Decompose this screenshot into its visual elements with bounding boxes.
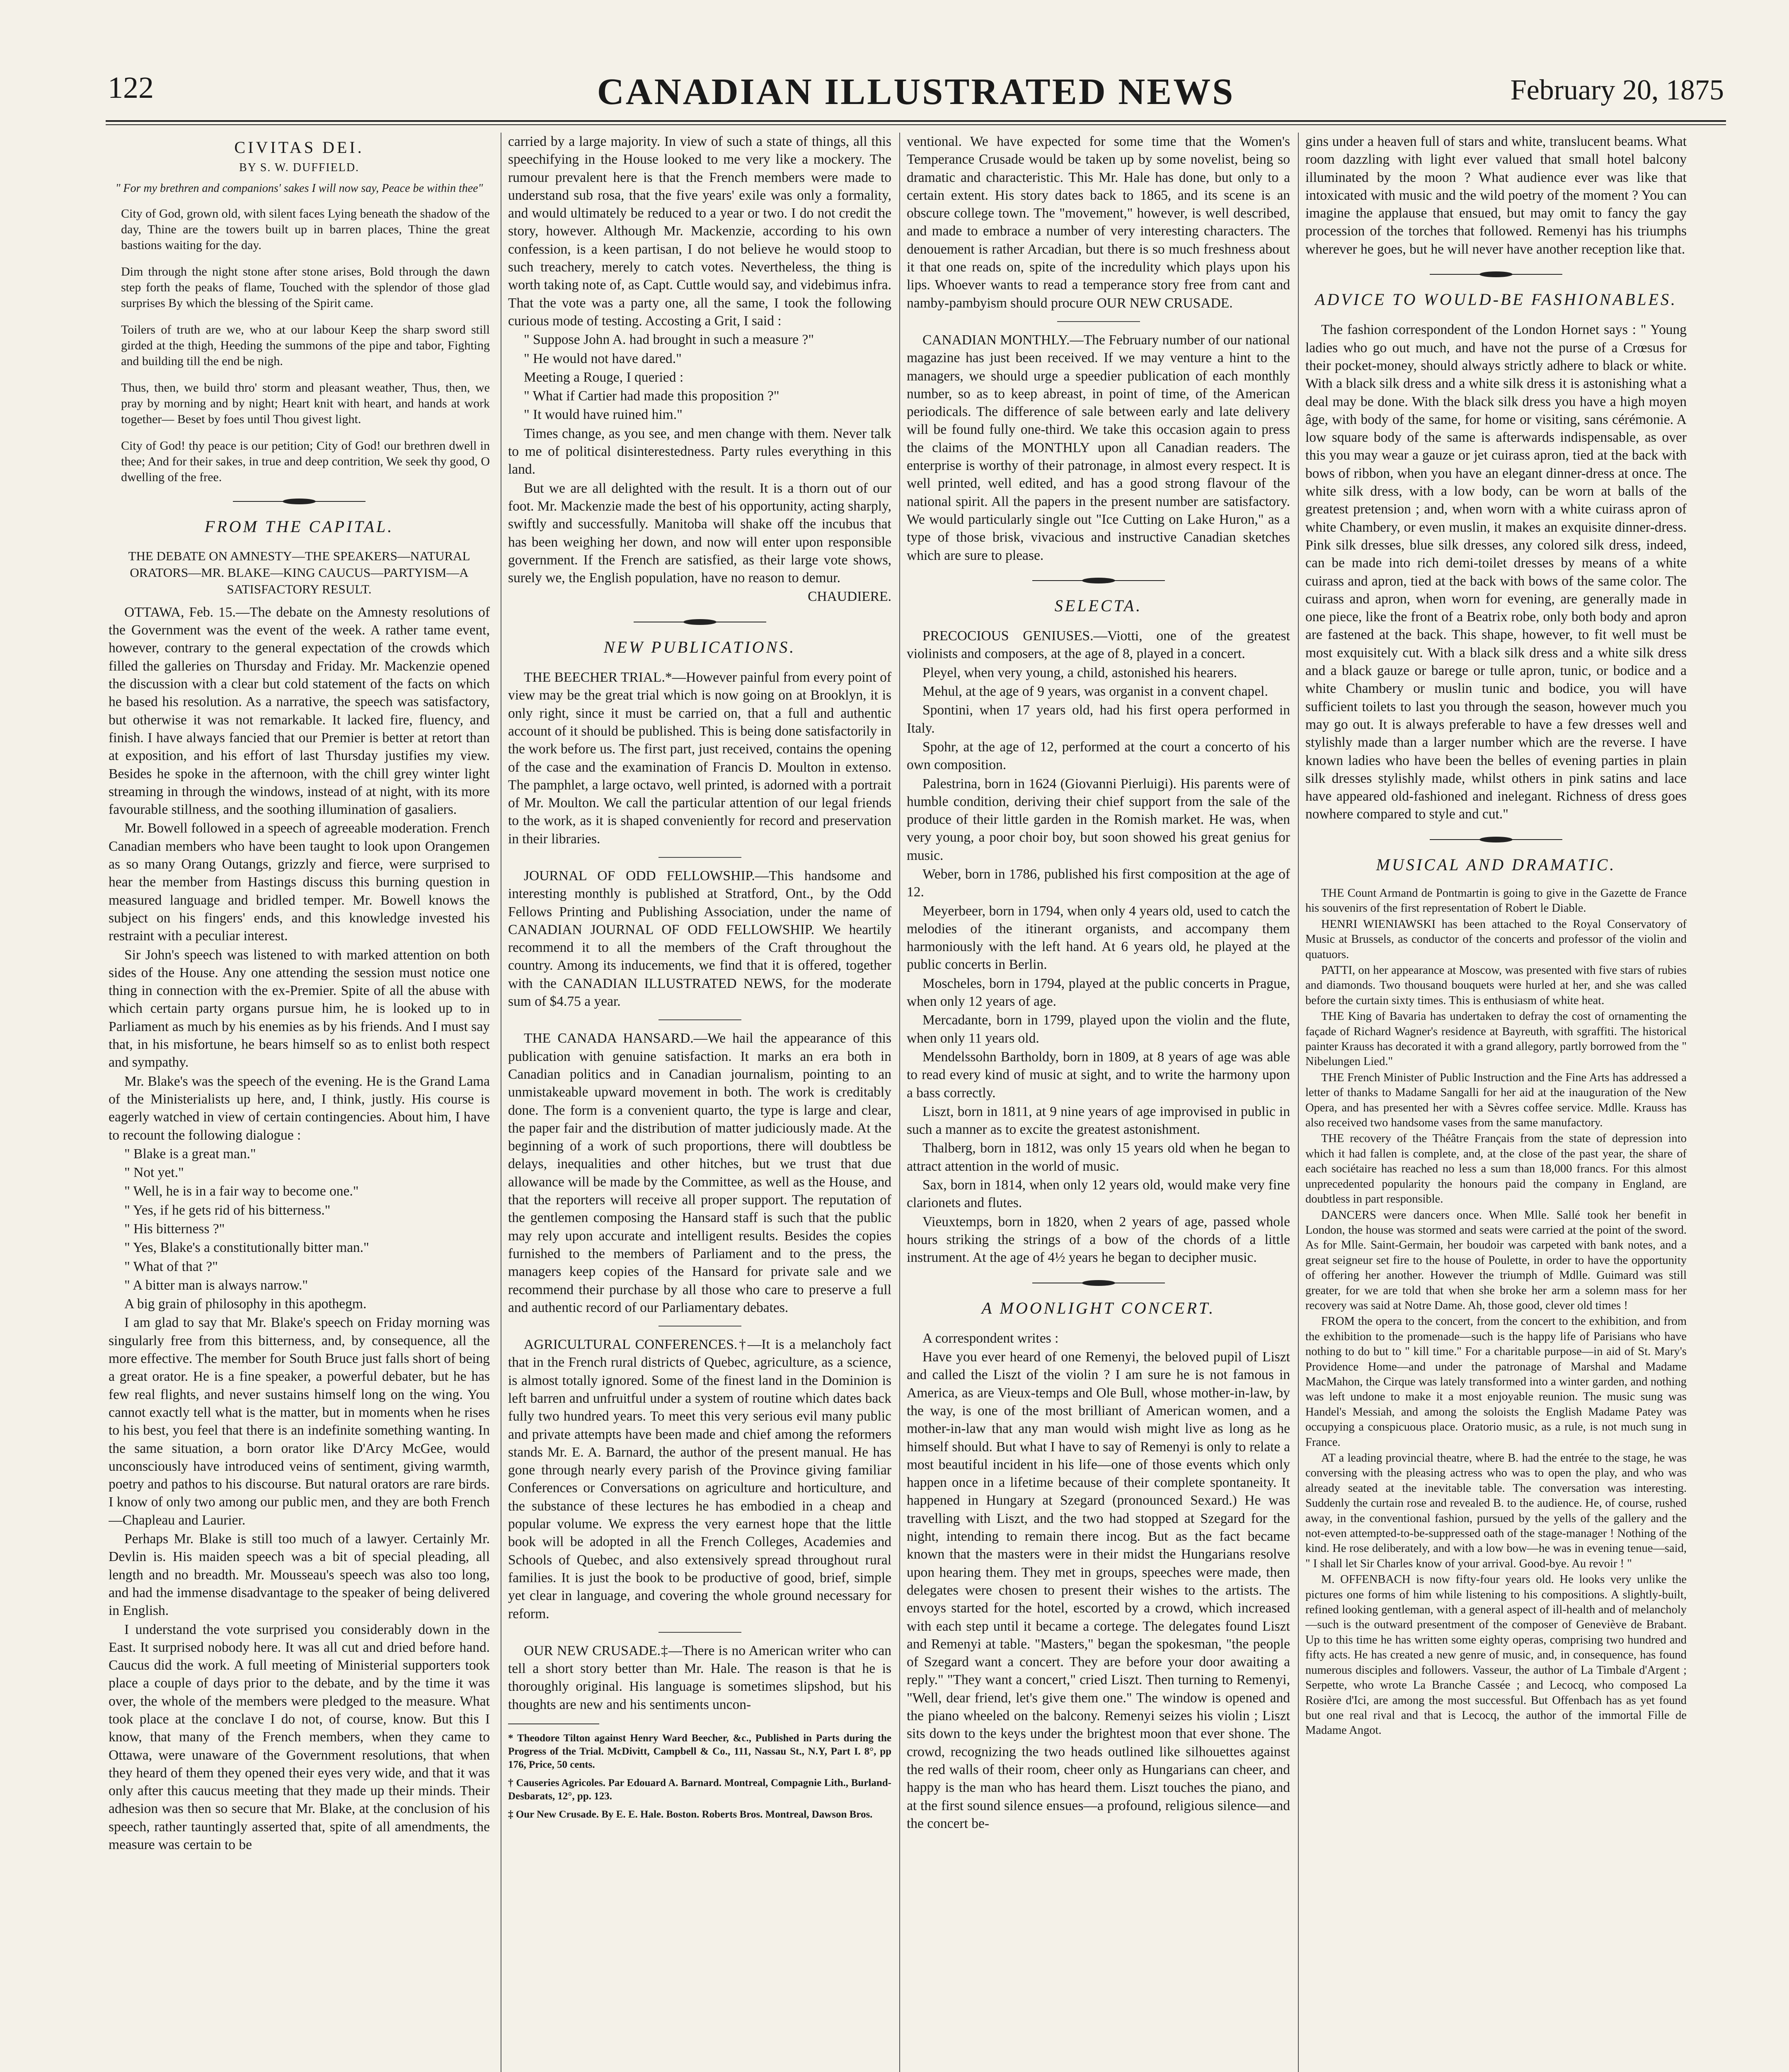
selecta-item: Sax, born in 1814, when only 12 years old, would make very fine clarionets and flutes. [907,1177,1290,1211]
selecta-item: Moscheles, born in 1794, played at the public concerts in Prague, when only 12 years of age. [907,975,1290,1009]
music-item: DANCERS were dancers once. When Mlle. Sallé took her benefit in London, the house was stormed and seats were carried at the point of the sword. As for Mlle. Saint-Germain, her boudoir was carpeted with bank notes, and a great seigneur set fire to the house of Poulette, in order to have the opportunity of offering her another. However the triumph of Mdlle. Guimard was still greater, for we are told that when she broke her arm a solemn mass for her recovery was said at Notre Dame. Ah, those good, clever old times ! [1305,1208,1687,1312]
article-paragraph: A big grain of philosophy in this apothegm. [124,1296,367,1312]
footnotes [508,1732,891,1821]
selecta-item: Liszt, born in 1811, at 9 nine years of age improvised in public in such a manner as to excite the greatest astonishment. [907,1104,1290,1138]
footnote: * Theodore Tilton against Henry Ward Beecher, &c., Published in Parts during the Progress of the Trial. McDivitt, Campbell & Co., 111, Nassau St., N.Y, Part I. 8°, pp 176, Price, 50 cents. [508,1733,891,1771]
newspaper-title: CANADIAN ILLUSTRATED NEWS [597,71,1235,112]
dialogue-line: Meeting a Rouge, I queried : [524,369,684,385]
dialogue-line: " What of that ?" [124,1259,218,1274]
selecta-item: Thalberg, born in 1812, was only 15 years old when he began to attract attention in the world of music. [907,1140,1290,1174]
footnote: † Causeries Agricoles. Par Edouard A. Barnard. Montreal, Compagnie Lith., Burland-Desbarats, 12°, pp. 123. [508,1777,891,1802]
review-paragraph: CANADIAN MONTHLY.—The February number of our national magazine has just been received. If we may venture a hint to the managers, we should urge a speedier publication of each monthly number, so as to keep abreast, in point of time, of the American periodicals. The difference of sale between early and late delivery will be found fully one-third. We take this occasion again to press the claims of the MONTHLY upon all Canadian readers. The enterprise is worthy of their patronage, in almost every respect. It is well printed, well edited, and has a good strong flavour of the national spirit. All the papers in the present number are satisfactory. We would particularly single out "Ice Cutting on Lake Huron," as a type of those brisk, vivacious and instructive Canadian sketches which are sure to please. [907,332,1290,563]
section-heading-musical: MUSICAL AND DRAMATIC. [1376,855,1616,874]
dialogue-line: " What if Cartier had made this proposition ?" [524,388,780,404]
column-1 [109,133,490,2072]
section-ornament [1430,836,1562,843]
article-paragraph: The fashion correspondent of the London Hornet says : " Young ladies who go out much, and have not the purse of a Crœsus for their pocket-money, should always strictly adhere to black or white. With a black silk dress and a white silk dress it is astonishing what a deal may be done. With the black silk dress you have a high moyen âge, with body of the same, for home or visiting, sans cérémonie. A low square body of the same is afterwards indispensable, as over this you may wear a gauze or jet cuirass apron, tied at the back with bows of ribbon, when you have an elegant dinner-dress at once. The white silk dress, with a low body, can be worn at balls of the greatest pretension ; and, when worn with a white cuirass apron of white Chambery, or even muslin, it makes an exquisite dinner-dress. Pink silk dresses, blue silk dresses, any colored silk dress, indeed, can be made into rich demi-toilet dresses by means of a white cuirass and apron, tied at the back with bows of the same color. The cuirass and apron, when worn for evening, are generally made in one piece, like the front of a Beatrix robe, only both body and apron are fastened at the back. This shape, however, to fit well must be most exquisitely cut. With a black silk dress and a white silk dress and a black gauze or barege or tulle apron, tunic, or bodice and a white Chambery or muslin tunic and bodice, you will have sufficient toilets to last you through the season, however much you may go out. It is always preferable to have a few dresses well and stylishly made than a larger number which are the reverse. I have known ladies who have been the belles of evening parties in plain silk dresses stylishly made, whilst others in pink satins and lace have appeared old-fashioned and inelegant. Richness of dress goes nowhere compared to style and cut." [1305,322,1687,822]
page-number: 122 [108,71,154,105]
header-rule [106,120,1726,122]
masthead [108,62,1724,128]
music-item: THE recovery of the Théâtre Français from the state of depression into which it had fallen is complete, and, at the close of the past year, the share of each sociétaire has reached no less a sum than 18,000 francs. For this almost unprecedented popularity the honours paid the company in England, are doubtless in part responsible. [1305,1132,1687,1206]
music-item: HENRI WIENIAWSKI has been attached to the Royal Conservatory of Music at Brussels, as conductor of the concerts and professor of the violin and quatuors. [1305,917,1687,961]
review-paragraph: ventional. We have expected for some time that the Women's Temperance Crusade would be taken up by some novelist, being so dramatic and characteristic. This Mr. Hale has done, but only to a certain extent. His story dates back to 1865, and its scene is an obscure college town. The "movement," however, is well described, and made to embrace a number of very interesting characters. The denouement is rather Arcadian, but there is so much freshness about it that one reads on, spite of the incredulity which plays upon his lips. Whoever wants to read a temperance story free from cant and namby-pambyism should procure OUR NEW CRUSADE. [907,134,1290,311]
music-item: FROM the opera to the concert, from the concert to the exhibition, and from the exhibition to the promenade—such is the happy life of Parisians who have nothing to do but to " kill time." For a charitable purpose—in aid of St. Mary's Providence Home—and under the patronage of Marshal and Madame MacMahon, the Cirque was lately transformed into a winter garden, and nothing was left undone to make it a most enjoyable reunion. The music sung was Handel's Messiah, and among the soloists the English Madame Patey was occupying a conspicuous place. Oratorio music, as a rule, is not much sung in France. [1305,1315,1687,1449]
review-paragraph: OUR NEW CRUSADE.‡—There is no American writer who can tell a short story better than Mr. Hale. The reason is that he is thoroughly original. His language is sometimes slipshod, but his thoughts are new and his sentiments uncon- [508,1643,891,1712]
divider [1057,321,1140,322]
section-heading-capital: FROM THE CAPITAL. [204,517,394,536]
selecta-item: Mendelssohn Bartholdy, born in 1809, at 8 years of age was able to read every kind of music at sight, and to write the harmony upon a bass correctly. [907,1049,1290,1101]
selecta-item: Vieuxtemps, born in 1820, when 2 years of age, passed whole hours striking the strings of a bow of the chords of a little instrument. At the age of 4½ years he began to decipher music. [907,1214,1290,1266]
column-4 [1305,133,1687,2072]
selecta-item: Pleyel, when very young, a child, astonished his hearers. [922,665,1237,680]
section-heading-publications: NEW PUBLICATIONS. [603,637,796,656]
article-paragraph: carried by a large majority. In view of such a state of things, all this speechifying in the House looked to me very like a mockery. The rumour prevalent here is that the French members were made to understand sub rosa, that the five years' exile was only a formality, and would ultimately be reduced to a year or two. I do not credit the story, however. Although Mr. Mackenzie, according to his own confession, is a keen partisan, I do not believe he would stoop to such treachery, merely to catch votes. Nevertheless, the thing is worth taking note of, as Capt. Cuttle would say, and videbimus infra. That the vote was a party one, all the same, I took the following curious mode of testing. Accosting a Grit, I said : [508,134,891,329]
column-divider [1298,133,1299,2072]
divider [658,857,741,858]
poem-title: CIVITAS DEI. [234,138,364,157]
review-paragraph: JOURNAL OF ODD FELLOWSHIP.—This handsome and interesting monthly is published at Stratford, Ont., by the Odd Fellows Printing and Publishing Association, under the name of CANADIAN JOURNAL OF ODD FELLOWSHIP. We heartily recommend it to all the members of the Craft throughout the country. Among its inducements, we find that it is offered, together with the CANADIAN ILLUSTRATED NEWS, for the moderate sum of $4.75 a year. [508,868,891,1009]
selecta-item: PRECOCIOUS GENIUSES.—Viotti, one of the greatest violinists and composers, at the age of 8, played in a concert. [907,628,1290,662]
selecta-item: Mehul, at the age of 9 years, was organist in a convent chapel. [922,684,1268,700]
poem-byline: BY S. W. DUFFIELD. [239,161,360,174]
selecta-item: Weber, born in 1786, published his first composition at the age of 12. [907,866,1290,900]
article-paragraph: Have you ever heard of one Remenyi, the beloved pupil of Liszt and called the Liszt of the violin ? I am sure he is not famous in America, as are Vieux-temps and Ole Bull, whose mother-in-law, by the way, is one of the most brilliant of American women, and a mother-in-law that any man would wish might live as long as he himself should. But what I have to say of Remenyi is only to relate a most beautiful incident in his life—one of those events which only happen once in a lifetime because of their complete spontaneity. It happened in Hungary at Szegard (pronounced Sexard.) He was travelling with Liszt, and the two had stopped at Szegard for the night, intending to remain there incog. But as the fact became known that the masters were in their midst the Hungarians resolve upon hearing them. They met in groups, speeches were made, then delegates were chosen to present their wishes to the artists. The envoys started for the hotel, escorted by a crowd, which increased with each step until it became a cortege. The delegates found Liszt and Remenyi at table. "Masters," began the spokesman, "the people of Szegard want a concert. They are before your door awaiting a reply." "They want a concert," cried Liszt. Then turning to Remenyi, "Well, dear friend, let's give them one." The window is opened and the piano wheeled on the balcony. Remenyi seizes his violin ; Liszt sits down to the keys under the brightest moon that ever shone. The crowd, recognizing the two heads outlined like silhouettes against the red walls of their room, cheer only as Hungarians can cheer, and happy is the man who has heard them. Liszt touches the piano, and at the first sound silence ensues—a profound, religious silence—and the concert be- [907,1349,1290,1831]
poem-stanza: City of God! thy peace is our petition; City of God! our brethren dwell in thee; And for their sakes, in true and deep contrition, We seek thy good, O dwelling of the free. [121,438,490,484]
poem-stanza: Dim through the night stone after stone arises, Bold through the dawn step forth the peaks of flame, Touched with the splendor of those glad surprises By which the blessing of the Spirit came. [121,264,490,310]
divider [658,1632,741,1633]
poem-body [109,206,490,485]
section-ornament [1430,271,1562,278]
section-heading-advice: ADVICE TO WOULD-BE FASHIONABLES. [1315,290,1678,309]
column-2 [508,133,891,2072]
dialogue-line: " A bitter man is always narrow." [124,1277,308,1293]
music-item: AT a leading provincial theatre, where B. had the entrée to the stage, he was conversing with the pleasing actress who was to open the play, and who was already seated at the inevitable table. The conversation was interesting. Suddenly the curtain rose and revealed B. to the audience. He, of course, rushed away, in the conventional fashion, pursued by the yells of the gallery and the not-even attempted-to-be-suppressed oath of the stage-manager ! Nothing of the kind. He rose deliberately, and with a low bow—he was in evening tenue—said, " I shall let Sir Charles know of your arrival. Good-bye. Au revoir ! " [1305,1452,1687,1570]
footnote-rule [508,1723,599,1724]
article-paragraph: Times change, as you see, and men change with them. Never talk to me of political disinterestedness. Party rules everything in this land. [508,426,891,477]
selecta-item: Mercadante, born in 1799, played upon the violin and the flute, when only 11 years old. [907,1012,1290,1046]
selecta-item: Meyerbeer, born in 1794, when only 4 years old, used to catch the melodies of the itinerant organists, and accompany them harmoniously with the left hand. At 6 years old, he played at the public concerts in Berlin. [907,903,1290,973]
dialogue-line: " It would have ruined him." [524,407,683,423]
poem-stanza: City of God, grown old, with silent faces Lying beneath the shadow of the day, Thine are the towers built up in barren places, Thine the great bastions waiting for the day. [121,206,490,252]
section-ornament [233,498,366,505]
dialogue-line: " Suppose John A. had brought in such a measure ?" [524,332,814,348]
article-paragraph: Perhaps Mr. Blake is still too much of a lawyer. Certainly Mr. Devlin is. His maiden speech was a bit of special pleading, all length and no breadth. Mr. Mousseau's speech was also too long, and had the immense disadvantage to the speaker of being delivered in English. [109,1531,490,1619]
section-heading-selecta: SELECTA. [1054,596,1143,615]
selecta-item: Spontini, when 17 years old, had his first opera performed in Italy. [907,702,1290,736]
review-paragraph: THE CANADA HANSARD.—We hail the appearance of this publication with genuine satisfaction. It marks an era both in Canadian politics and in Canadian journalism, pointing to an unmistakeable upward movement in both. The work is creditably done. The form is a convenient quarto, the type is large and clear, the paper fair and the distribution of matter judiciously made. At the beginning of a work of such proportions, there will doubtless be delays, inequalities and other hitches, but we trust that due allowance will be made by the Committee, as well as the House, and that the reporters will receive all proper support. The reputation of the gentlemen composing the Hansard staff is such that the public may rely upon accurate and intelligent results. Besides the copies furnished to the members of Parliament and to the press, the managers keep copies of the Hansard for private sale and we recommend their purchase by all those who care to preserve a full and authentic record of our Parliamentary debates. [508,1031,891,1315]
dialogue-line: " He would not have dared." [524,351,682,366]
dialogue-line: " Well, he is in a fair way to become one." [124,1184,359,1199]
issue-date: February 20, 1875 [1510,74,1724,106]
section-ornament [1032,577,1165,584]
dialogue-line: " Not yet." [124,1165,184,1181]
section-ornament [1032,1279,1165,1287]
section-heading-concert: A MOONLIGHT CONCERT. [981,1298,1215,1317]
article-paragraph: OTTAWA, Feb. 15.—The debate on the Amnesty resolutions of the Government was the event of the week. A rather tame event, however, contrary to the general expectation of the crowds which filled the galleries on Thursday and Friday. Mr. Mackenzie opened the discussion with a clear but cold statement of the facts on which he based his resolution. As a narrative, the speech was satisfactory, but otherwise it was not remarkable. It lacked fire, fluency, and finish. I have always fancied that our Premier is better at retort than at exposition, and his effort of last Thursday justifies my view. Besides he spoke in the afternoon, with the chill grey winter light streaming in through the windows, instead of at night, with its more favourable stillness, and the soothing illumination of gasaliers. [109,604,490,818]
poem-stanza: Thus, then, we build thro' storm and pleasant weather, Thus, then, we pray by morning and by night; Heart knit with heart, and hands at work together— Beset by foes until Thou givest light. [121,380,490,426]
article-paragraph: I understand the vote surprised you considerably down in the East. It surprised nobody here. It was all cut and dried before hand. Caucus did the work. A full meeting of Ministerial supporters took place a couple of days prior to the debate, and by the time it was over, the whole of the members were pledged to the measure. What took place at the conclave I do not, of course, know. But this I know, that many of the French members, when they came to Ottawa, were unaware of the Government resolutions, that when they heard of them they opened their eyes very wide, and that it was only after this caucus meeting that they made up their minds. Their adhesion was then so secure that Mr. Blake, at the conclusion of his speech, rather tauntingly asserted that, spite of all amendments, the measure was certain to be [109,1622,490,1853]
author-signature: CHAUDIERE. [808,589,891,605]
music-item: THE French Minister of Public Instruction and the Fine Arts has addressed a letter of thanks to Madame Sangalli for her aid at the inauguration of the New Opera, and has presented her with a Sèvres coffee service. Mdlle. Krauss has also received two handsome vases from the same manufactory. [1305,1071,1687,1130]
music-item: THE Count Armand de Pontmartin is going to give in the Gazette de France his souvenirs of the first representation of Robert le Diable. [1305,886,1687,915]
column-divider [899,133,900,2072]
article-paragraph: I am glad to say that Mr. Blake's speech on Friday morning was singularly free from this bitterness, and, by consequence, all the more effective. The member for South Bruce just falls short of being a great orator. He is a fine speaker, a powerful debater, but he has few real flights, and never sustains himself long on the wing. You cannot exactly tell what is the matter, but in moments when he rises to his best, you feel that there is an indefinite something wanting. In the same situation, a born orator like D'Arcy McGee, would unconsciously have introduced veins of sentiment, giving warmth, poetry and pathos to his discourse. But natural orators are rare birds. I know of only two among our public men, and they are both French—Chapleau and Laurier. [109,1315,490,1528]
review-paragraph: AGRICULTURAL CONFERENCES.†—It is a melancholy fact that in the French rural districts of Quebec, agriculture, as a science, is almost totally ignored. Some of the finest land in the Dominion is left barren and unfruitful under a system of routine which dates back fully two hundred years. To meet this very serious evil many public and private attempts have been made and chief among the reformers stands Mr. E. A. Barnard, the author of the present manual. He has gone through nearly every parish of the Province giving familiar Conferences or Conversations on agriculture and horticulture, and the substance of these lectures he has embodied in a cheap and popular volume. We express the very earnest hope that the little book will be adopted in all the French Colleges, Academies and Schools of Quebec, and also extensively spread throughout rural families. It is just the book to be productive of good, brief, simple yet clear in language, and covering the whole ground necessary for reform. [508,1337,891,1622]
divider [658,1019,741,1020]
music-item: M. OFFENBACH is now fifty-four years old. He looks very unlike the pictures one forms of him while listening to his compositions. A slightly-built, refined looking gentleman, with a general aspect of ill-health and of melancholy—such is the outward presentment of the composer of Geneviève de Brabant. Up to this time he has written some eighty operas, comprising two hundred and fifty acts. He has created a new genre of music, and, in consequence, has found numerous disciples and followers. Vasseur, the author of La Timbale d'Argent ; Serpette, who wrote La Branche Cassée ; and Lecocq, who composed La Rosière d'Ici, are among the most successful. But Offenbach has as yet found but one real rival and that is Lecocq, the author of the immortal Fille de Madame Angot. [1305,1573,1687,1737]
article-paragraph: Mr. Blake's was the speech of the evening. He is the Grand Lama of the Ministerialists up here, and, I think, justly. His course is eagerly watched in view of certain contingencies. About him, I have to recount the following dialogue : [109,1073,490,1143]
musical-notes [1305,886,1687,1738]
dialogue-line: " Yes, Blake's a constitutionally bitter man." [124,1240,369,1256]
dialogue-line: " Yes, if he gets rid of his bitterness." [124,1202,331,1218]
selecta-item: Palestrina, born in 1624 (Giovanni Pierluigi). His parents were of humble condition, deriving their chief support from the sale of the produce of their little garden in the Romish market. He was, when very young, a poor choir boy, but soon showed his great genius for music. [907,776,1290,863]
music-item: PATTI, on her appearance at Moscow, was presented with five stars of rubies and diamonds. Two thousand bouquets were hurled at her, and she was called before the curtain sixty times. This is enthusiasm of white heat. [1305,964,1687,1007]
music-item: THE King of Bavaria has undertaken to defray the cost of ornamenting the façade of Richard Wagner's residence at Bayreuth, with sgraffiti. The historical painter Krauss has decorated it with a grand allegory, partly borrowed from the " Nibelungen Lied." [1305,1010,1687,1068]
article-paragraph: Sir John's speech was listened to with marked attention on both sides of the House. Any one attending the session must notice one thing in connection with the ex-Premier. Spite of all the abuse with which certain party organs pursue him, he is looked up to in Parliament as much by his enemies as by his friends. And I must say that, in his misfortune, he bears himself so as to enlist both respect and sympathy. [109,947,490,1070]
section-ornament [634,618,766,626]
dialogue-line: " Blake is a great man." [124,1146,256,1162]
poem-stanza: Toilers of truth are we, who at our labour Keep the sharp sword still girded at the thigh, Heeding the summons of the pipe and tabor, Fighting and building till the end be nigh. [121,322,490,368]
poem-epigraph: " For my brethren and companions' sakes I will now say, Peace be within thee" [115,182,483,195]
header-rule-thin [106,124,1726,125]
article-paragraph: gins under a heaven full of stars and white, translucent beams. What room dazzling with light ever valued that small hotel balcony illuminated by the moon ? What audience ever was like that intoxicated with music and the wild poetry of the moment ? You can imagine the applause that ensued, but may omit to fancy the gay procession of the torches that followed. Remenyi has his triumphs wherever he goes, but he will never have another reception like that. [1305,134,1687,257]
footnote: ‡ Our New Crusade. By E. E. Hale. Boston. Roberts Bros. Montreal, Dawson Bros. [508,1809,873,1820]
dialogue-line: " His bitterness ?" [124,1221,225,1237]
article-paragraph: But we are all delighted with the result. It is a thorn out of our foot. Mr. Mackenzie made the best of his opportunity, acting sharply, swiftly and successfully. Manitoba will shake off the incubus that has been weighing her down, and now will enter upon responsible government. If the French are satisfied, as their large vote shows, surely we, the English population, have no reason to demur. [508,480,891,586]
column-3 [907,133,1290,2072]
selecta-item: Spohr, at the age of 12, performed at the court a concerto of his own composition. [907,739,1290,773]
article-paragraph: A correspondent writes : [922,1330,1059,1346]
review-paragraph: THE BEECHER TRIAL.*—However painful from every point of view may be the great trial which is now going on at Brooklyn, it is only right, since it must be carried on, that a full and authentic account of it should be published. This is being done satisfactorily in the work before us. The first part, just received, contains the opening of the case and the examination of Francis D. Moulton in extenso. The pamphlet, a large octavo, well printed, is adorned with a portrait of Mr. Moulton. We call the particular attention of our legal friends to the work, as it is shaped conveniently for record and preservation in their libraries. [508,670,891,847]
section-subheading: THE DEBATE ON AMNESTY—THE SPEAKERS—NATURAL ORATORS—MR. BLAKE—KING CAUCUS—PARTYISM—A SATISFACTORY RESULT. [128,548,470,596]
article-paragraph: Mr. Bowell followed in a speech of agreeable moderation. French Canadian members who have been taught to look upon Orangemen as so many Orang Outangs, grizzly and fierce, were surprised to hear the member from Hastings discuss this burning question in measured language and bridled temper. Mr. Bowell knows the subject on his fingers' ends, and this knowledge invested his restraint with a peculiar interest. [109,821,490,944]
